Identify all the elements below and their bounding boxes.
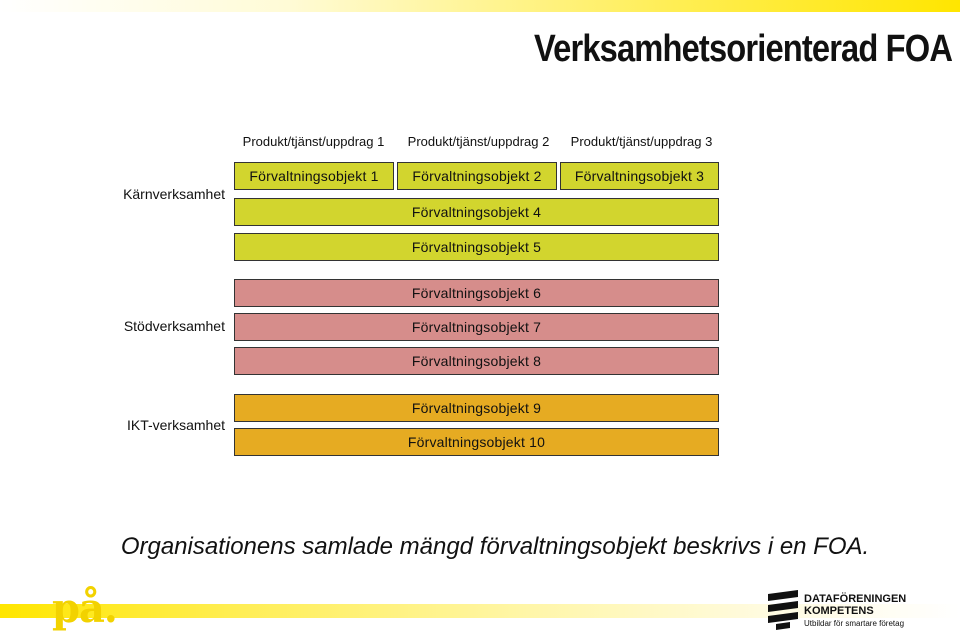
object-box-2: Förvaltningsobjekt 2 xyxy=(397,162,557,190)
dataforeningen-name-line1: DATAFÖRENINGEN xyxy=(804,593,907,605)
dataforeningen-logo xyxy=(766,588,956,634)
object-box-10: Förvaltningsobjekt 10 xyxy=(234,428,719,456)
row-label-ict: IKT-verksamhet xyxy=(126,417,225,433)
dataforeningen-tagline: Utbildar för smartare företag xyxy=(804,619,905,628)
column-header-2: Produkt/tjänst/uppdrag 2 xyxy=(407,134,550,149)
page-title: Verksamhetsorienterad FOA xyxy=(533,28,952,70)
dataforeningen-mark-icon xyxy=(766,588,800,630)
row-label-support: Stödverksamhet xyxy=(123,318,225,334)
dataforeningen-name xyxy=(804,593,906,617)
caption-text: Organisationens samlade mängd förvaltningsobjekt beskrivs i en FOA. xyxy=(120,533,870,560)
object-box-1: Förvaltningsobjekt 1 xyxy=(234,162,394,190)
object-box-5: Förvaltningsobjekt 5 xyxy=(234,233,719,261)
object-box-4: Förvaltningsobjekt 4 xyxy=(234,198,719,226)
object-box-3: Förvaltningsobjekt 3 xyxy=(560,162,719,190)
object-box-7: Förvaltningsobjekt 7 xyxy=(234,313,719,341)
dataforeningen-name-line2: KOMPETENS xyxy=(804,605,874,617)
row-label-core: Kärnverksamhet xyxy=(123,186,225,202)
top-yellow-band xyxy=(0,0,960,12)
object-box-9: Förvaltningsobjekt 9 xyxy=(234,394,719,422)
column-header-3: Produkt/tjänst/uppdrag 3 xyxy=(570,134,713,149)
pa-logo: på. xyxy=(52,585,117,632)
object-box-6: Förvaltningsobjekt 6 xyxy=(234,279,719,307)
object-box-8: Förvaltningsobjekt 8 xyxy=(234,347,719,375)
column-header-1: Produkt/tjänst/uppdrag 1 xyxy=(242,134,385,149)
